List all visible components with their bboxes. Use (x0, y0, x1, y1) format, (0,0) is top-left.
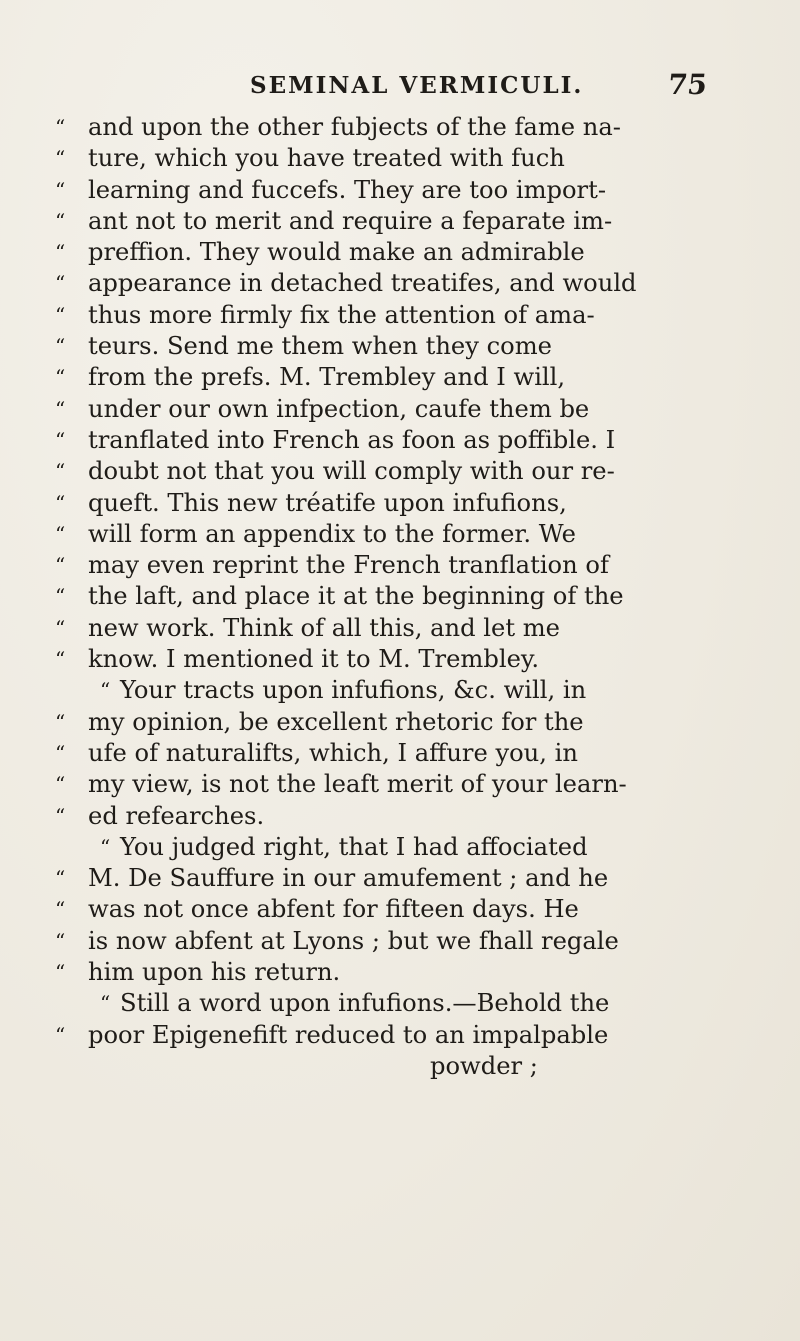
text-line (0, 801, 800, 832)
line-text: ufe of naturalifts, which, I affure you, in (88, 738, 578, 767)
quote-mark: “ (55, 772, 65, 797)
line-text: appearance in detached treatifes, and would (88, 269, 637, 298)
text-line (0, 488, 800, 519)
text-line (0, 550, 800, 581)
text-line (0, 644, 800, 675)
line-text: teurs. Send me them when they come (88, 332, 552, 361)
quote-mark: “ (55, 490, 65, 515)
text-line (0, 1020, 800, 1051)
text-line (0, 112, 800, 143)
text-line (0, 456, 800, 487)
text-line (0, 237, 800, 268)
quote-mark: “ (55, 240, 65, 265)
line-text: under our own infpection, caufe them be (88, 394, 590, 423)
quote-mark: “ (55, 459, 65, 484)
line-text: doubt not that you will comply with our re- (88, 457, 615, 486)
line-text: will form an appendix to the former. We (88, 519, 576, 548)
text-line (0, 394, 800, 425)
text-line (0, 175, 800, 206)
text-line (0, 957, 800, 988)
quote-mark: “ (55, 521, 65, 546)
line-text: ed refearches. (88, 801, 265, 830)
running-title: SEMINAL VERMICULI. (250, 72, 584, 99)
line-text: poor Epigenefift reduced to an impalpable (88, 1020, 609, 1049)
line-text: You judged right, that I had affociated (120, 832, 588, 861)
line-text: and upon the other fubjects of the fame na- (88, 113, 621, 141)
line-text: tranflated into French as foon as poffible. I (88, 425, 616, 454)
line-text: was not once abfent for fifteen days. He (88, 895, 579, 924)
line-text: M. De Sauffure in our amufement ; and he (88, 864, 609, 893)
line-text: new work. Think of all this, and let me (88, 613, 560, 642)
line-text: powder ; (430, 1051, 538, 1080)
quote-mark: “ (55, 553, 65, 578)
quote-mark: “ (55, 928, 65, 953)
text-line (0, 988, 800, 1019)
quote-mark: “ (55, 647, 65, 672)
quote-mark: “ (55, 146, 65, 171)
line-text: learning and fuccefs. They are too import- (88, 175, 607, 204)
text-line (0, 675, 800, 706)
text-line (0, 300, 800, 331)
line-text: Your tracts upon infufions, &c. will, in (120, 676, 587, 705)
quote-mark: “ (55, 615, 65, 640)
text-line (0, 519, 800, 550)
quote-mark: “ (55, 208, 65, 233)
page-number: 75 (666, 68, 709, 101)
text-line (0, 425, 800, 456)
quote-mark: “ (55, 334, 65, 359)
quote-mark: “ (100, 834, 110, 859)
line-text: Still a word upon infufions.—Behold the (120, 989, 610, 1018)
text-line (0, 581, 800, 612)
quote-mark: “ (100, 991, 110, 1016)
text-line (0, 268, 800, 299)
line-text: thus more firmly fix the attention of ama- (88, 300, 595, 329)
text-line (0, 331, 800, 362)
quote-mark: “ (55, 897, 65, 922)
line-text: the laft, and place it at the beginning of the (88, 582, 624, 611)
text-line (0, 894, 800, 925)
text-line (0, 613, 800, 644)
quote-mark: “ (55, 115, 65, 139)
line-text: preffion. They would make an admirable (88, 238, 585, 267)
quote-mark: “ (55, 1022, 65, 1047)
line-text: may even reprint the French tranflation of (88, 551, 609, 580)
quote-mark: “ (55, 365, 65, 390)
body-text (0, 112, 800, 1082)
text-line (0, 738, 800, 769)
line-text: him upon his return. (88, 958, 341, 987)
quote-mark: “ (55, 177, 65, 202)
text-line (0, 707, 800, 738)
line-text: my view, is not the leaft merit of your learn- (88, 770, 627, 799)
quote-mark: “ (55, 396, 65, 421)
quote-mark: “ (55, 584, 65, 609)
text-line (0, 926, 800, 957)
quote-mark: “ (55, 803, 65, 828)
text-line (0, 143, 800, 174)
text-line (0, 1051, 800, 1082)
text-line (0, 769, 800, 800)
line-text: my opinion, be excellent rhetoric for the (88, 707, 584, 736)
line-text: ture, which you have treated with fuch (88, 144, 565, 173)
quote-mark: “ (55, 740, 65, 765)
quote-mark: “ (55, 960, 65, 985)
text-line (0, 832, 800, 863)
line-text: from the prefs. M. Trembley and I will, (88, 363, 566, 392)
line-text: queft. This new tréatife upon infufions, (88, 488, 567, 517)
quote-mark: “ (55, 709, 65, 734)
quote-mark: “ (55, 271, 65, 296)
text-line (0, 863, 800, 894)
quote-mark: “ (55, 302, 65, 327)
quote-mark: “ (100, 678, 110, 703)
text-line (0, 206, 800, 237)
line-text: is now abfent at Lyons ; but we fhall regale (88, 926, 619, 955)
line-text: ant not to merit and require a feparate im- (88, 206, 613, 235)
quote-mark: “ (55, 866, 65, 891)
text-line (0, 362, 800, 393)
line-text: know. I mentioned it to M. Trembley. (88, 645, 540, 674)
quote-mark: “ (55, 427, 65, 452)
